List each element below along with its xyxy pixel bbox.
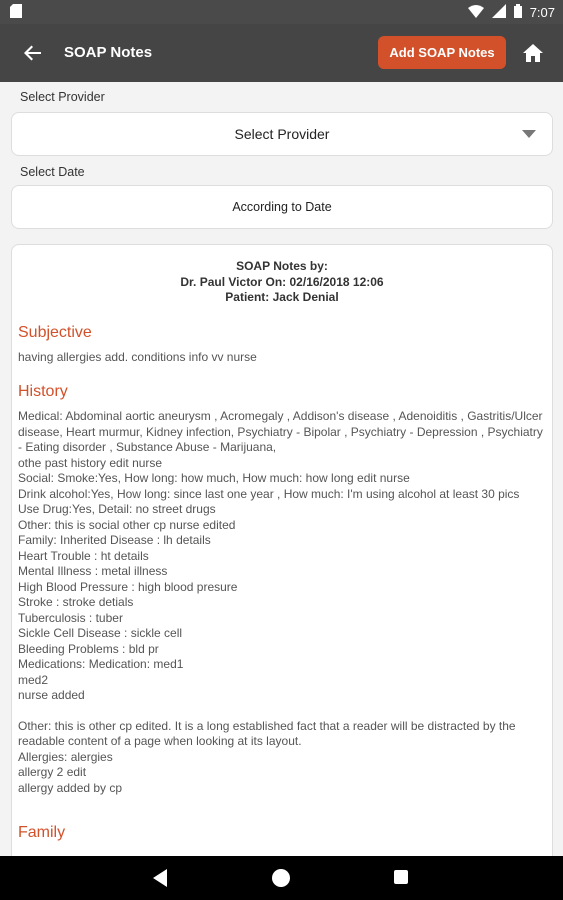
history-line: Social: Smoke:Yes, How long: how much, How much: how long edit nurse bbox=[18, 471, 410, 485]
app-bar bbox=[0, 24, 563, 82]
sd-card-icon bbox=[10, 4, 22, 21]
date-select[interactable] bbox=[11, 185, 553, 229]
history-line: Bleeding Problems : bld pr bbox=[18, 641, 159, 656]
status-time: 7:07 bbox=[529, 5, 555, 20]
history-line: Tuberculosis : tuber bbox=[18, 610, 123, 625]
subjective-title: Subjective bbox=[18, 323, 92, 341]
soap-note-card bbox=[11, 244, 553, 864]
provider-select-value: Select Provider bbox=[234, 126, 330, 142]
history-line: Sickle Cell Disease : sickle cell bbox=[18, 626, 183, 640]
history-line: High Blood Pressure : high blood presure bbox=[18, 579, 238, 594]
history-line: Medications: Medication: med1 bbox=[18, 657, 184, 671]
history-line: Stroke : stroke detials bbox=[18, 595, 134, 609]
history-line: Medical: Abdominal aortic aneurysm , Acromegaly , Addison's disease , Adenoiditis , Gastritis/Ulcer disease, Heart murmur, Kidney infection, Psychiatry - Bipolar , Psychiatry - Depression , Psychiatry - Eating disorder , Substance Abuse - Marijuana, bbox=[18, 409, 543, 454]
nav-back-icon[interactable] bbox=[153, 869, 169, 892]
other-line: allergy 2 edit bbox=[18, 765, 87, 779]
family-title: Family bbox=[18, 824, 66, 841]
other-line: Other: this is other cp edited. It is a long established fact that a reader will be distracted by the readable content of a page when looking at its layout. bbox=[18, 718, 516, 748]
history-line: Drink alcohol:Yes, How long: since last one year , How much: I'm using alcohol at least 30 pics bbox=[18, 486, 520, 501]
signal-icon bbox=[492, 4, 506, 21]
other-line: allergy added by cp bbox=[18, 780, 123, 795]
system-nav-bar bbox=[0, 856, 563, 900]
history-line: Mental Illness : metal illness bbox=[18, 564, 168, 578]
note-header-line1: SOAP Notes by: bbox=[236, 259, 328, 273]
add-soap-notes-button[interactable]: Add SOAP Notes bbox=[378, 36, 506, 69]
history-line: othe past history edit nurse bbox=[18, 455, 163, 470]
chevron-down-icon bbox=[522, 130, 536, 138]
subjective-text: having allergies add. conditions info vv nurse bbox=[18, 349, 257, 364]
wifi-icon bbox=[468, 5, 484, 21]
nav-recents-icon[interactable] bbox=[394, 870, 408, 884]
history-line: Other: this is social other cp nurse edited bbox=[18, 517, 236, 532]
nav-home-icon[interactable] bbox=[272, 869, 290, 887]
date-select-value: According to Date bbox=[232, 200, 332, 214]
battery-icon bbox=[514, 4, 522, 21]
provider-select[interactable] bbox=[11, 112, 553, 156]
note-header-line2: Dr. Paul Victor On: 02/16/2018 12:06 bbox=[180, 274, 384, 289]
home-icon[interactable] bbox=[520, 40, 546, 66]
history-line: med2 bbox=[18, 672, 49, 687]
history-line: Use Drug:Yes, Detail: no street drugs bbox=[18, 502, 216, 516]
page-title: SOAP Notes bbox=[64, 44, 153, 61]
other-line: Allergies: alergies bbox=[18, 749, 113, 764]
history-line: Heart Trouble : ht details bbox=[18, 548, 149, 563]
note-header-line3: Patient: Jack Denial bbox=[225, 290, 339, 304]
status-bar bbox=[0, 0, 563, 24]
note-header bbox=[12, 259, 552, 306]
spacer bbox=[18, 704, 546, 719]
select-provider-label: Select Provider bbox=[20, 90, 105, 104]
back-arrow-icon[interactable] bbox=[20, 40, 46, 66]
history-line: nurse added bbox=[18, 688, 85, 702]
history-title: History bbox=[18, 383, 68, 400]
history-line: Family: Inherited Disease : lh details bbox=[18, 533, 211, 547]
history-text bbox=[18, 409, 546, 796]
select-date-label: Select Date bbox=[20, 165, 85, 179]
